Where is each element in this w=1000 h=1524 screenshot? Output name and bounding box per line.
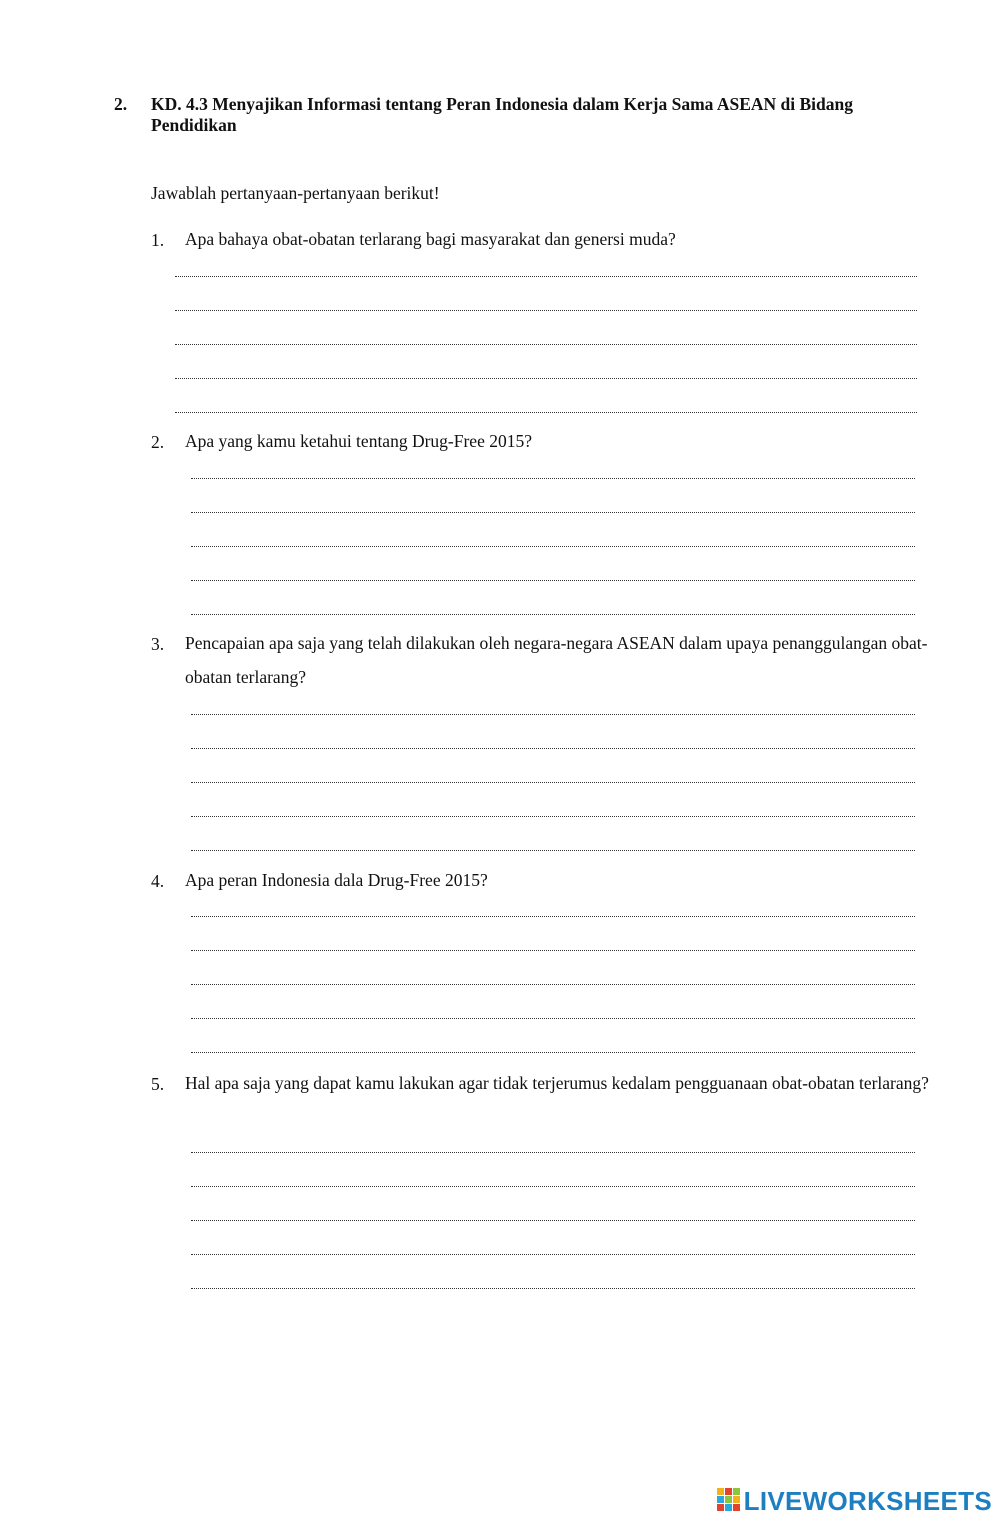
answer-line[interactable] <box>175 300 917 311</box>
answer-line[interactable] <box>191 468 915 479</box>
answer-line[interactable] <box>191 502 915 513</box>
answer-line[interactable] <box>191 738 915 749</box>
question-number: 2. <box>151 432 165 452</box>
answer-line[interactable] <box>191 1176 915 1187</box>
question-text: Apa peran Indonesia dala Drug-Free 2015? <box>185 870 488 890</box>
answer-line[interactable] <box>191 906 915 917</box>
question-text: Hal apa saja yang dapat kamu lakukan agar tidak terjerumus kedalam pengguanaan obat-obatan terlarang? <box>185 1073 929 1093</box>
answer-line[interactable] <box>191 536 915 547</box>
liveworksheets-brand <box>717 1486 992 1517</box>
answer-line[interactable] <box>175 402 917 413</box>
instruction-text: Jawablah pertanyaan-pertanyaan berikut! <box>151 183 440 203</box>
answer-line[interactable] <box>191 1278 915 1289</box>
answer-line[interactable] <box>191 772 915 783</box>
answer-line[interactable] <box>191 1142 915 1153</box>
answer-line[interactable] <box>191 604 915 615</box>
question-text: Apa yang kamu ketahui tentang Drug-Free 2015? <box>185 431 532 451</box>
question-text: Pencapaian apa saja yang telah dilakukan oleh negara-negara ASEAN dalam upaya penanggulangan obat-obatan terlarang? <box>185 633 928 687</box>
answer-line[interactable] <box>191 1008 915 1019</box>
answer-line[interactable] <box>191 974 915 985</box>
section-title: KD. 4.3 Menyajikan Informasi tentang Peran Indonesia dalam Kerja Sama ASEAN di Bidang Pendidikan <box>151 94 854 135</box>
section-number: 2. <box>114 94 128 114</box>
answer-line[interactable] <box>175 368 917 379</box>
answer-line[interactable] <box>191 940 915 951</box>
answer-line[interactable] <box>175 334 917 345</box>
answer-line[interactable] <box>191 806 915 817</box>
question-number: 3. <box>151 634 165 654</box>
brand-name: LIVEWORKSHEETS <box>743 1486 992 1516</box>
liveworksheets-logo-icon <box>717 1488 741 1516</box>
answer-line[interactable] <box>191 1244 915 1255</box>
answer-line[interactable] <box>191 704 915 715</box>
answer-line[interactable] <box>191 840 915 851</box>
question-number: 1. <box>151 230 165 250</box>
answer-line[interactable] <box>191 1210 915 1221</box>
question-number: 4. <box>151 871 165 891</box>
question-text: Apa bahaya obat-obatan terlarang bagi masyarakat dan genersi muda? <box>185 229 676 249</box>
answer-line[interactable] <box>191 1042 915 1053</box>
answer-line[interactable] <box>175 266 917 277</box>
answer-line[interactable] <box>191 570 915 581</box>
question-number: 5. <box>151 1074 165 1094</box>
